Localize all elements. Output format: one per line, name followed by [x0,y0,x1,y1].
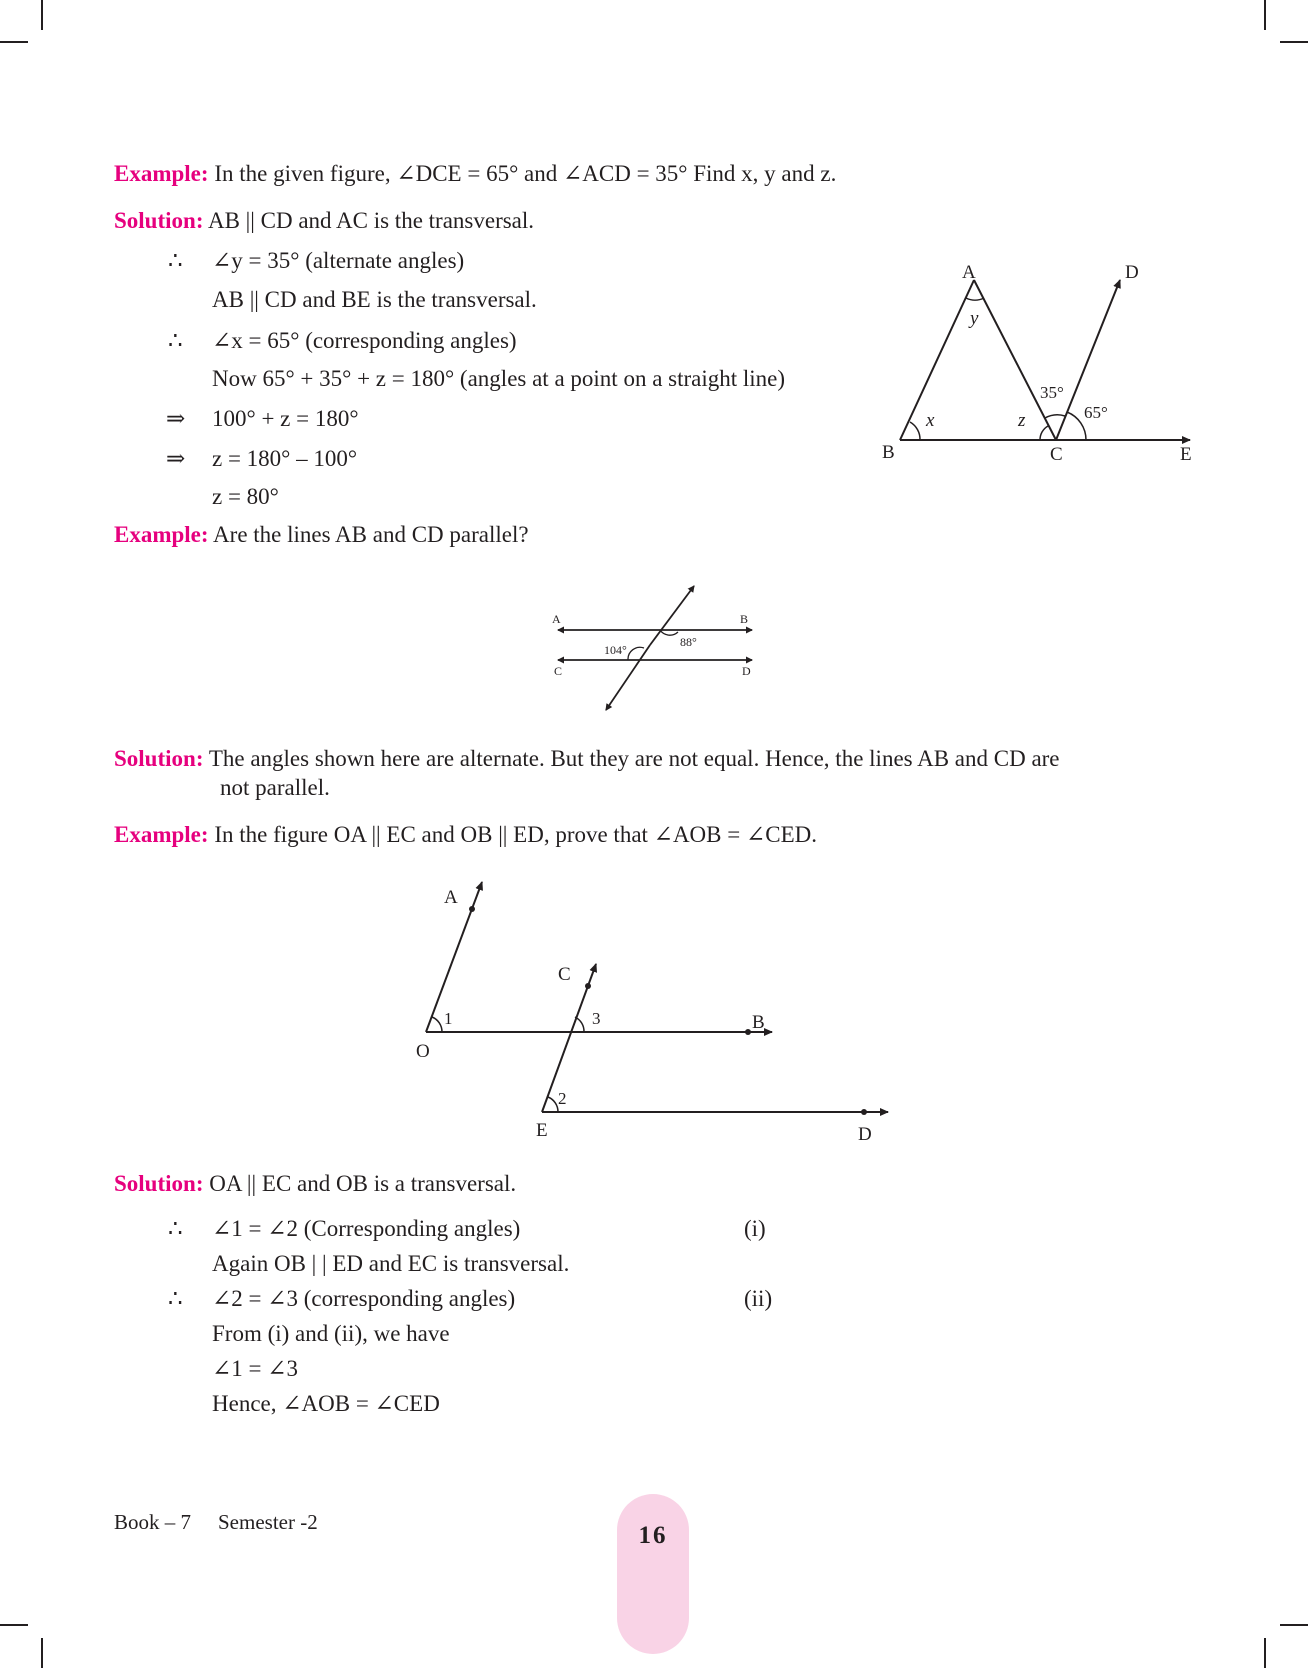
angle-label: y [970,308,979,329]
crop-mark [1264,0,1266,30]
angle-arc-35 [1045,415,1065,418]
example-text: In the figure OA || EC and OB || ED, prove that ∠AOB = ∠CED. [214,822,817,847]
solution-text: OA || EC and OB is a transversal. [209,1171,517,1196]
point-a-dot [469,906,475,912]
step-text: ∠2 = ∠3 (corresponding angles) [212,1286,516,1311]
step-text: ∠1 = ∠3 [212,1356,299,1381]
page-number: 16 [638,1522,668,1549]
angle-label: 88° [680,635,697,649]
angle-label: 35° [1040,383,1064,402]
figure-triangle-parallel [870,260,1210,470]
step-text: Hence, ∠AOB = ∠CED [212,1391,440,1416]
step-text: ∠1 = ∠2 (Corresponding angles) [212,1216,521,1241]
therefore-symbol: ∴ [168,1286,183,1311]
step-text: z = 80° [212,484,279,509]
step-text: Again OB | | ED and EC is transversal. [212,1251,570,1276]
crop-mark [1280,1624,1308,1626]
angle-label: 3 [592,1009,601,1028]
line-ab [900,280,974,440]
point-label: D [858,1124,872,1145]
solution-label: Solution: [114,208,204,233]
point-c-dot [585,983,591,989]
angle-label: 1 [444,1009,453,1028]
step-text: AB || CD and BE is the transversal. [212,287,537,312]
example2-solution [114,745,1060,773]
figure-parallel-check [548,580,768,715]
example-label: Example: [114,822,209,847]
example1-question [114,160,836,188]
example1-solution [114,207,534,235]
example-label: Example: [114,522,209,547]
solution-label: Solution: [114,1171,204,1196]
point-label: B [752,1012,765,1033]
point-label: C [554,664,563,678]
example2-question [114,521,529,549]
solution-text: AB || CD and AC is the transversal. [207,208,535,233]
point-label: D [742,664,751,678]
point-label: A [552,612,561,626]
angle-arc-y [966,298,984,300]
point-label: D [1125,262,1139,283]
footer-semester [218,1510,318,1535]
step-ref: (i) [744,1216,766,1241]
point-label: B [882,442,895,463]
crop-mark [1280,41,1308,43]
angle-label: 65° [1084,403,1108,422]
step-text: From (i) and (ii), we have [212,1321,450,1346]
solution-text: The angles shown here are alternate. But they are not equal. Hence, the lines AB and CD are [208,746,1060,771]
implies-symbol: ⇒ [166,446,186,471]
step-text: Now 65° + 35° + z = 180° (angles at a point on a straight line) [212,366,786,391]
step-text: ∠x = 65° (corresponding angles) [212,328,517,353]
semester-label: Semester -2 [218,1510,318,1534]
point-label: A [962,262,976,283]
step-ref: (ii) [744,1286,773,1311]
angle-arc-z [1040,426,1048,440]
crop-mark [41,0,43,30]
therefore-symbol: ∴ [168,248,183,273]
footer-book [114,1510,191,1535]
angle-label: z [1018,410,1026,431]
point-b-dot [745,1029,751,1035]
line-ac [974,280,1056,440]
point-label: E [1180,444,1192,465]
implies-symbol: ⇒ [166,406,186,431]
angle-label: x [926,410,935,431]
example3-question [114,821,817,849]
book-label: Book – 7 [114,1510,192,1534]
angle-arc-2 [548,1097,558,1112]
angle-label: 2 [558,1089,567,1108]
therefore-symbol: ∴ [168,1216,183,1241]
crop-mark [0,1624,28,1626]
solution-text-continued: not parallel. [220,775,330,800]
point-label: C [1050,444,1063,465]
point-label: E [536,1120,548,1141]
example-label: Example: [114,161,209,186]
point-d-dot [861,1109,867,1115]
crop-mark [0,41,28,43]
crop-mark [1264,1638,1266,1668]
angle-label: 104° [604,643,627,657]
step-text: 100° + z = 180° [212,406,359,431]
figure-parallel-angles [400,870,900,1150]
page-number-tab [617,1494,689,1654]
example-text: Are the lines AB and CD parallel? [213,522,529,547]
therefore-symbol: ∴ [168,328,183,353]
point-label: C [558,964,571,985]
solution-label: Solution: [114,746,204,771]
example3-solution [114,1170,516,1198]
angle-arc-x [910,422,920,440]
step-text: z = 180° – 100° [212,446,358,471]
point-label: A [444,887,458,908]
point-label: O [416,1041,430,1062]
point-label: B [740,612,749,626]
example-text: In the given figure, ∠DCE = 65° and ∠ACD = 35° Find x, y and z. [214,161,837,186]
step-text: ∠y = 35° (alternate angles) [212,248,465,273]
angle-arc-1 [432,1017,442,1032]
crop-mark [41,1638,43,1668]
